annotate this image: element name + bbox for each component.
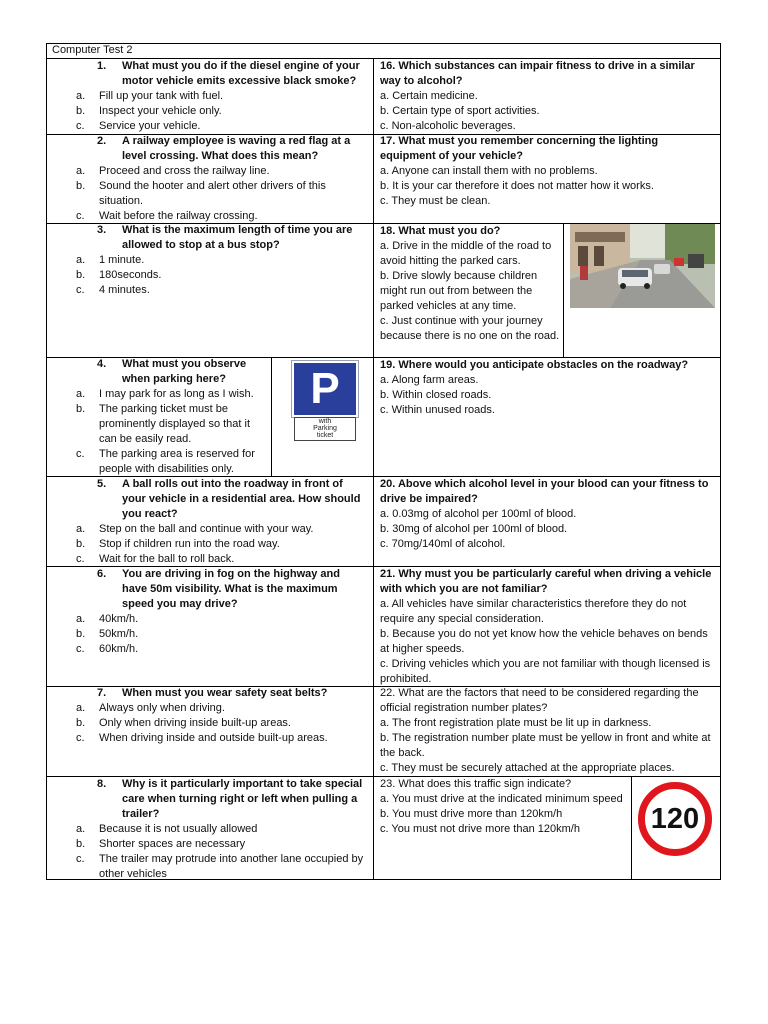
question-number: 8.	[97, 778, 107, 790]
question-text: 20. Above which alcohol level in your blood can your fitness to drive be impaired?	[380, 478, 709, 505]
question-4	[46, 357, 268, 477]
question-text: 22. What are the factors that need to be considered regarding the official registration number plates?	[380, 687, 699, 714]
option-b: b. Drive slowly because children might run out from between the parked vehicles at any time.	[380, 270, 538, 312]
question-text: 23. What does this traffic sign indicate?	[380, 778, 572, 790]
question-text: What is the maximum length of time you are allowed to stop at a bus stop?	[122, 224, 353, 251]
option-b: b. You must drive more than 120km/h	[380, 808, 563, 820]
option-c: c. They must be securely attached at the appropriate places.	[380, 762, 675, 774]
question-17	[380, 134, 716, 209]
option-a: a. Along farm areas.	[380, 374, 479, 386]
question-23	[380, 777, 630, 837]
parking-letter: P	[310, 364, 340, 413]
question-text: A railway employee is waving a red flag at a level crossing. What does this mean?	[122, 135, 351, 162]
option-c: c. 4 minutes.	[76, 284, 150, 296]
question-21	[380, 567, 716, 687]
option-a: a. Anyone can install them with no problems.	[380, 165, 598, 177]
option-a: a. 1 minute.	[76, 254, 145, 266]
option-a: a. All vehicles have similar characteristics therefore they do not require any special consideration.	[380, 598, 687, 625]
page-title: Computer Test 2	[52, 44, 133, 56]
parking-sign	[284, 359, 364, 441]
option-a: a. I may park for as long as I wish.	[76, 388, 254, 400]
question-16	[380, 59, 716, 134]
test-sheet	[46, 43, 721, 880]
question-text: A ball rolls out into the roadway in front of your vehicle in a residential area. How should you react?	[122, 478, 361, 520]
option-b: b. The parking ticket must be prominently displayed so that it can be easily read.	[76, 403, 251, 445]
question-text: You are driving in fog on the highway and have 50m visibility. What is the maximum speed you may drive?	[122, 568, 340, 610]
option-a: a. You must drive at the indicated minimum speed	[380, 793, 623, 805]
street-photo-illustration	[570, 224, 715, 308]
question-1	[46, 59, 368, 134]
option-c: c. 70mg/140ml of alcohol.	[380, 538, 506, 550]
q4-image-divider	[271, 357, 272, 476]
parking-plate: with Parking ticket	[294, 417, 356, 441]
option-a: a. The front registration plate must be lit up in darkness.	[380, 717, 652, 729]
option-a: a. Because it is not usually allowed	[76, 823, 258, 835]
question-text: When must you wear safety seat belts?	[122, 687, 328, 699]
question-number: 2.	[97, 135, 107, 147]
question-number: 3.	[97, 224, 107, 236]
option-b: b. Stop if children run into the road way.	[76, 538, 280, 550]
option-c: c. Non-alcoholic beverages.	[380, 120, 516, 132]
option-b: b. Only when driving inside built-up areas.	[76, 717, 291, 729]
question-number: 5.	[97, 478, 107, 490]
question-2	[46, 134, 362, 224]
option-c: c. Just continue with your journey because there is no one on the road.	[380, 315, 560, 342]
option-c: c. Service your vehicle.	[76, 120, 201, 132]
question-text: 21. Why must you be particularly careful when driving a vehicle with which you are not familiar?	[380, 568, 712, 595]
option-c: c. You must not drive more than 120km/h	[380, 823, 580, 835]
option-a: a. Step on the ball and continue with your way.	[76, 523, 314, 535]
question-22	[380, 686, 716, 776]
option-b: b. 180seconds.	[76, 269, 162, 281]
q18-image-divider	[563, 223, 564, 357]
option-c: c. The parking area is reserved for people with disabilities only.	[76, 448, 255, 475]
question-18	[380, 224, 560, 344]
question-5	[46, 477, 368, 567]
question-number: 6.	[97, 568, 107, 580]
option-c: c. 60km/h.	[76, 643, 139, 655]
option-a: a. Fill up your tank with fuel.	[76, 90, 224, 102]
option-b: b. Shorter spaces are necessary	[76, 838, 246, 850]
question-6	[46, 567, 362, 657]
option-a: a. Always only when driving.	[76, 702, 225, 714]
option-b: b. 50km/h.	[76, 628, 139, 640]
question-8	[46, 777, 368, 882]
option-b: b. Sound the hooter and alert other drivers of this situation.	[76, 180, 326, 207]
question-text: Why is it particularly important to take special care when turning right or left when pulling a trailer?	[122, 778, 363, 820]
option-c: c. Within unused roads.	[380, 404, 495, 416]
question-7	[46, 686, 368, 746]
option-c: c. When driving inside and outside built-up areas.	[76, 732, 328, 744]
option-b: b. Inspect your vehicle only.	[76, 105, 222, 117]
option-b: b. Because you do not yet know how the vehicle behaves on bends at higher speeds.	[380, 628, 708, 655]
question-number: 7.	[97, 687, 107, 699]
option-b: b. 30mg of alcohol per 100ml of blood.	[380, 523, 568, 535]
question-3	[46, 223, 368, 298]
option-a: a. Proceed and cross the railway line.	[76, 165, 270, 177]
street-photo	[570, 224, 715, 308]
option-a: a. 40km/h.	[76, 613, 139, 625]
question-text: 16. Which substances can impair fitness to drive in a similar way to alcohol?	[380, 60, 695, 87]
question-text: What must you do if the diesel engine of your motor vehicle emits excessive black smoke?	[122, 60, 360, 87]
parking-p-icon	[292, 361, 358, 417]
q23-image-divider	[631, 776, 632, 880]
option-b: b. Within closed roads.	[380, 389, 492, 401]
column-divider	[373, 58, 374, 880]
question-19	[380, 358, 716, 418]
question-text: 18. What must you do?	[380, 225, 501, 237]
option-a: a. Drive in the middle of the road to avoid hitting the parked cars.	[380, 240, 552, 267]
speed-sign-value: 120	[650, 803, 700, 835]
option-c: c. Wait before the railway crossing.	[76, 210, 258, 222]
option-c: c. The trailer may protrude into another lane occupied by other vehicles	[76, 853, 364, 880]
option-a: a. Certain medicine.	[380, 90, 478, 102]
question-text: What must you observe when parking here?	[122, 358, 247, 385]
speed-limit-sign	[638, 782, 712, 856]
option-c: c. Wait for the ball to roll back.	[76, 553, 235, 565]
option-a: a. 0.03mg of alcohol per 100ml of blood.	[380, 508, 577, 520]
question-text: 19. Where would you anticipate obstacles on the roadway?	[380, 359, 689, 371]
option-c: c. They must be clean.	[380, 195, 491, 207]
option-b: b. The registration number plate must be yellow in front and white at the back.	[380, 732, 711, 759]
option-c: c. Driving vehicles which you are not familiar with though licensed is prohibited.	[380, 658, 711, 685]
question-20	[380, 477, 716, 552]
option-b: b. Certain type of sport activities.	[380, 105, 540, 117]
question-number: 4.	[97, 358, 107, 370]
question-text: 17. What must you remember concerning the lighting equipment of your vehicle?	[380, 135, 659, 162]
question-number: 1.	[97, 60, 107, 72]
option-b: b. It is your car therefore it does not matter how it works.	[380, 180, 654, 192]
